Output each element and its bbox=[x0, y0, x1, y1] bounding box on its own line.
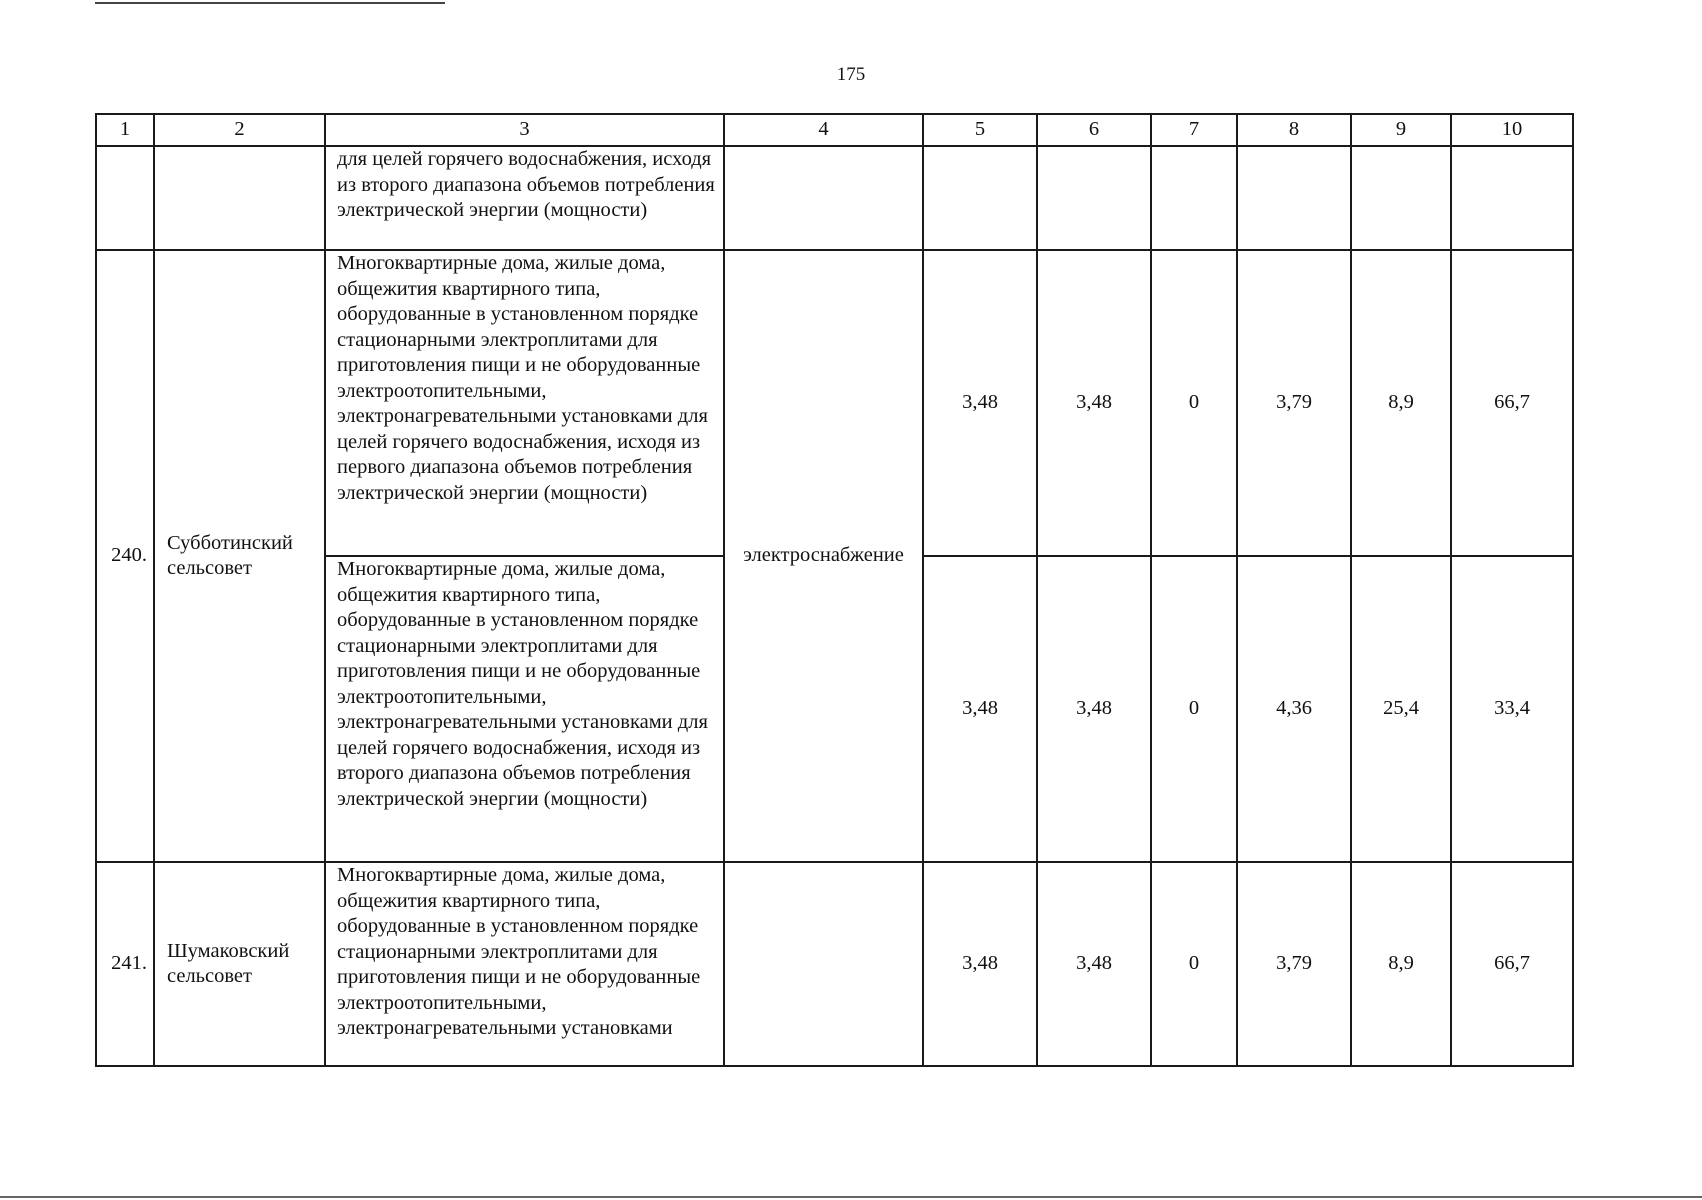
column-header-10: 10 bbox=[1451, 114, 1573, 146]
table-cell bbox=[724, 146, 923, 250]
column-header-2: 2 bbox=[154, 114, 325, 146]
table-cell bbox=[923, 146, 1037, 250]
page-number: 175 bbox=[836, 64, 866, 85]
value-col-7: 0 bbox=[1151, 556, 1237, 862]
value-col-9: 8,9 bbox=[1351, 250, 1451, 556]
table-cell bbox=[1151, 146, 1237, 250]
column-header-8: 8 bbox=[1237, 114, 1351, 146]
value-col-9: 8,9 bbox=[1351, 862, 1451, 1066]
row-number: 240. bbox=[96, 250, 154, 862]
consumer-description: Многоквартирные дома, жилые дома, общежития квартирного типа, оборудованные в установленном порядке стационарными электроплитами для приготовления пищи и не оборудованные электроотопительными, электронагревательными установками для целей горячего водоснабжения, исходя из второго диапазона объемов потребления электрической энергии (мощности) bbox=[325, 556, 724, 862]
consumer-description: Многоквартирные дома, жилые дома, общежития квартирного типа, оборудованные в установленном порядке стационарными электроплитами для приготовления пищи и не оборудованные электроотопительными, электронагревательными установками bbox=[325, 862, 724, 1066]
continuation-description: для целей горячего водоснабжения, исходя из второго диапазона объемов потребления электрической энергии (мощности) bbox=[325, 146, 724, 250]
column-header-6: 6 bbox=[1037, 114, 1151, 146]
value-col-8: 3,79 bbox=[1237, 250, 1351, 556]
column-header-row bbox=[96, 114, 1573, 146]
column-header-5: 5 bbox=[923, 114, 1037, 146]
value-col-6: 3,48 bbox=[1037, 250, 1151, 556]
value-col-10: 66,7 bbox=[1451, 862, 1573, 1066]
value-col-10: 66,7 bbox=[1451, 250, 1573, 556]
value-col-7: 0 bbox=[1151, 862, 1237, 1066]
scan-artifact-top bbox=[95, 2, 445, 4]
consumer-description: Многоквартирные дома, жилые дома, общежития квартирного типа, оборудованные в установленном порядке стационарными электроплитами для приготовления пищи и не оборудованные электроотопительными, электронагревательными установками для целей горячего водоснабжения, исходя из первого диапазона объемов потребления электрической энергии (мощности) bbox=[325, 250, 724, 556]
column-header-1: 1 bbox=[96, 114, 154, 146]
settlement-name: Субботинский сельсовет bbox=[154, 250, 325, 862]
value-col-6: 3,48 bbox=[1037, 862, 1151, 1066]
value-col-6: 3,48 bbox=[1037, 556, 1151, 862]
table-row-240-range-1 bbox=[96, 250, 1573, 556]
value-col-8: 4,36 bbox=[1237, 556, 1351, 862]
table-cell bbox=[96, 146, 154, 250]
column-header-3: 3 bbox=[325, 114, 724, 146]
service-type: электроснабжение bbox=[724, 250, 923, 862]
settlement-name: Шумаковский сельсовет bbox=[154, 862, 325, 1066]
value-col-5: 3,48 bbox=[923, 862, 1037, 1066]
table-cell bbox=[1451, 146, 1573, 250]
value-col-5: 3,48 bbox=[923, 250, 1037, 556]
column-header-9: 9 bbox=[1351, 114, 1451, 146]
scan-artifact-bottom bbox=[0, 1196, 1702, 1198]
table-cell bbox=[1037, 146, 1151, 250]
table-cell bbox=[154, 146, 325, 250]
value-col-8: 3,79 bbox=[1237, 862, 1351, 1066]
row-number: 241. bbox=[96, 862, 154, 1066]
table-row-241 bbox=[96, 862, 1573, 1066]
tariff-table bbox=[95, 113, 1574, 1067]
column-header-4: 4 bbox=[724, 114, 923, 146]
continuation-row bbox=[96, 146, 1573, 250]
table-cell bbox=[1237, 146, 1351, 250]
value-col-10: 33,4 bbox=[1451, 556, 1573, 862]
column-header-7: 7 bbox=[1151, 114, 1237, 146]
table-cell bbox=[724, 862, 923, 1066]
value-col-5: 3,48 bbox=[923, 556, 1037, 862]
table-cell bbox=[1351, 146, 1451, 250]
value-col-7: 0 bbox=[1151, 250, 1237, 556]
value-col-9: 25,4 bbox=[1351, 556, 1451, 862]
